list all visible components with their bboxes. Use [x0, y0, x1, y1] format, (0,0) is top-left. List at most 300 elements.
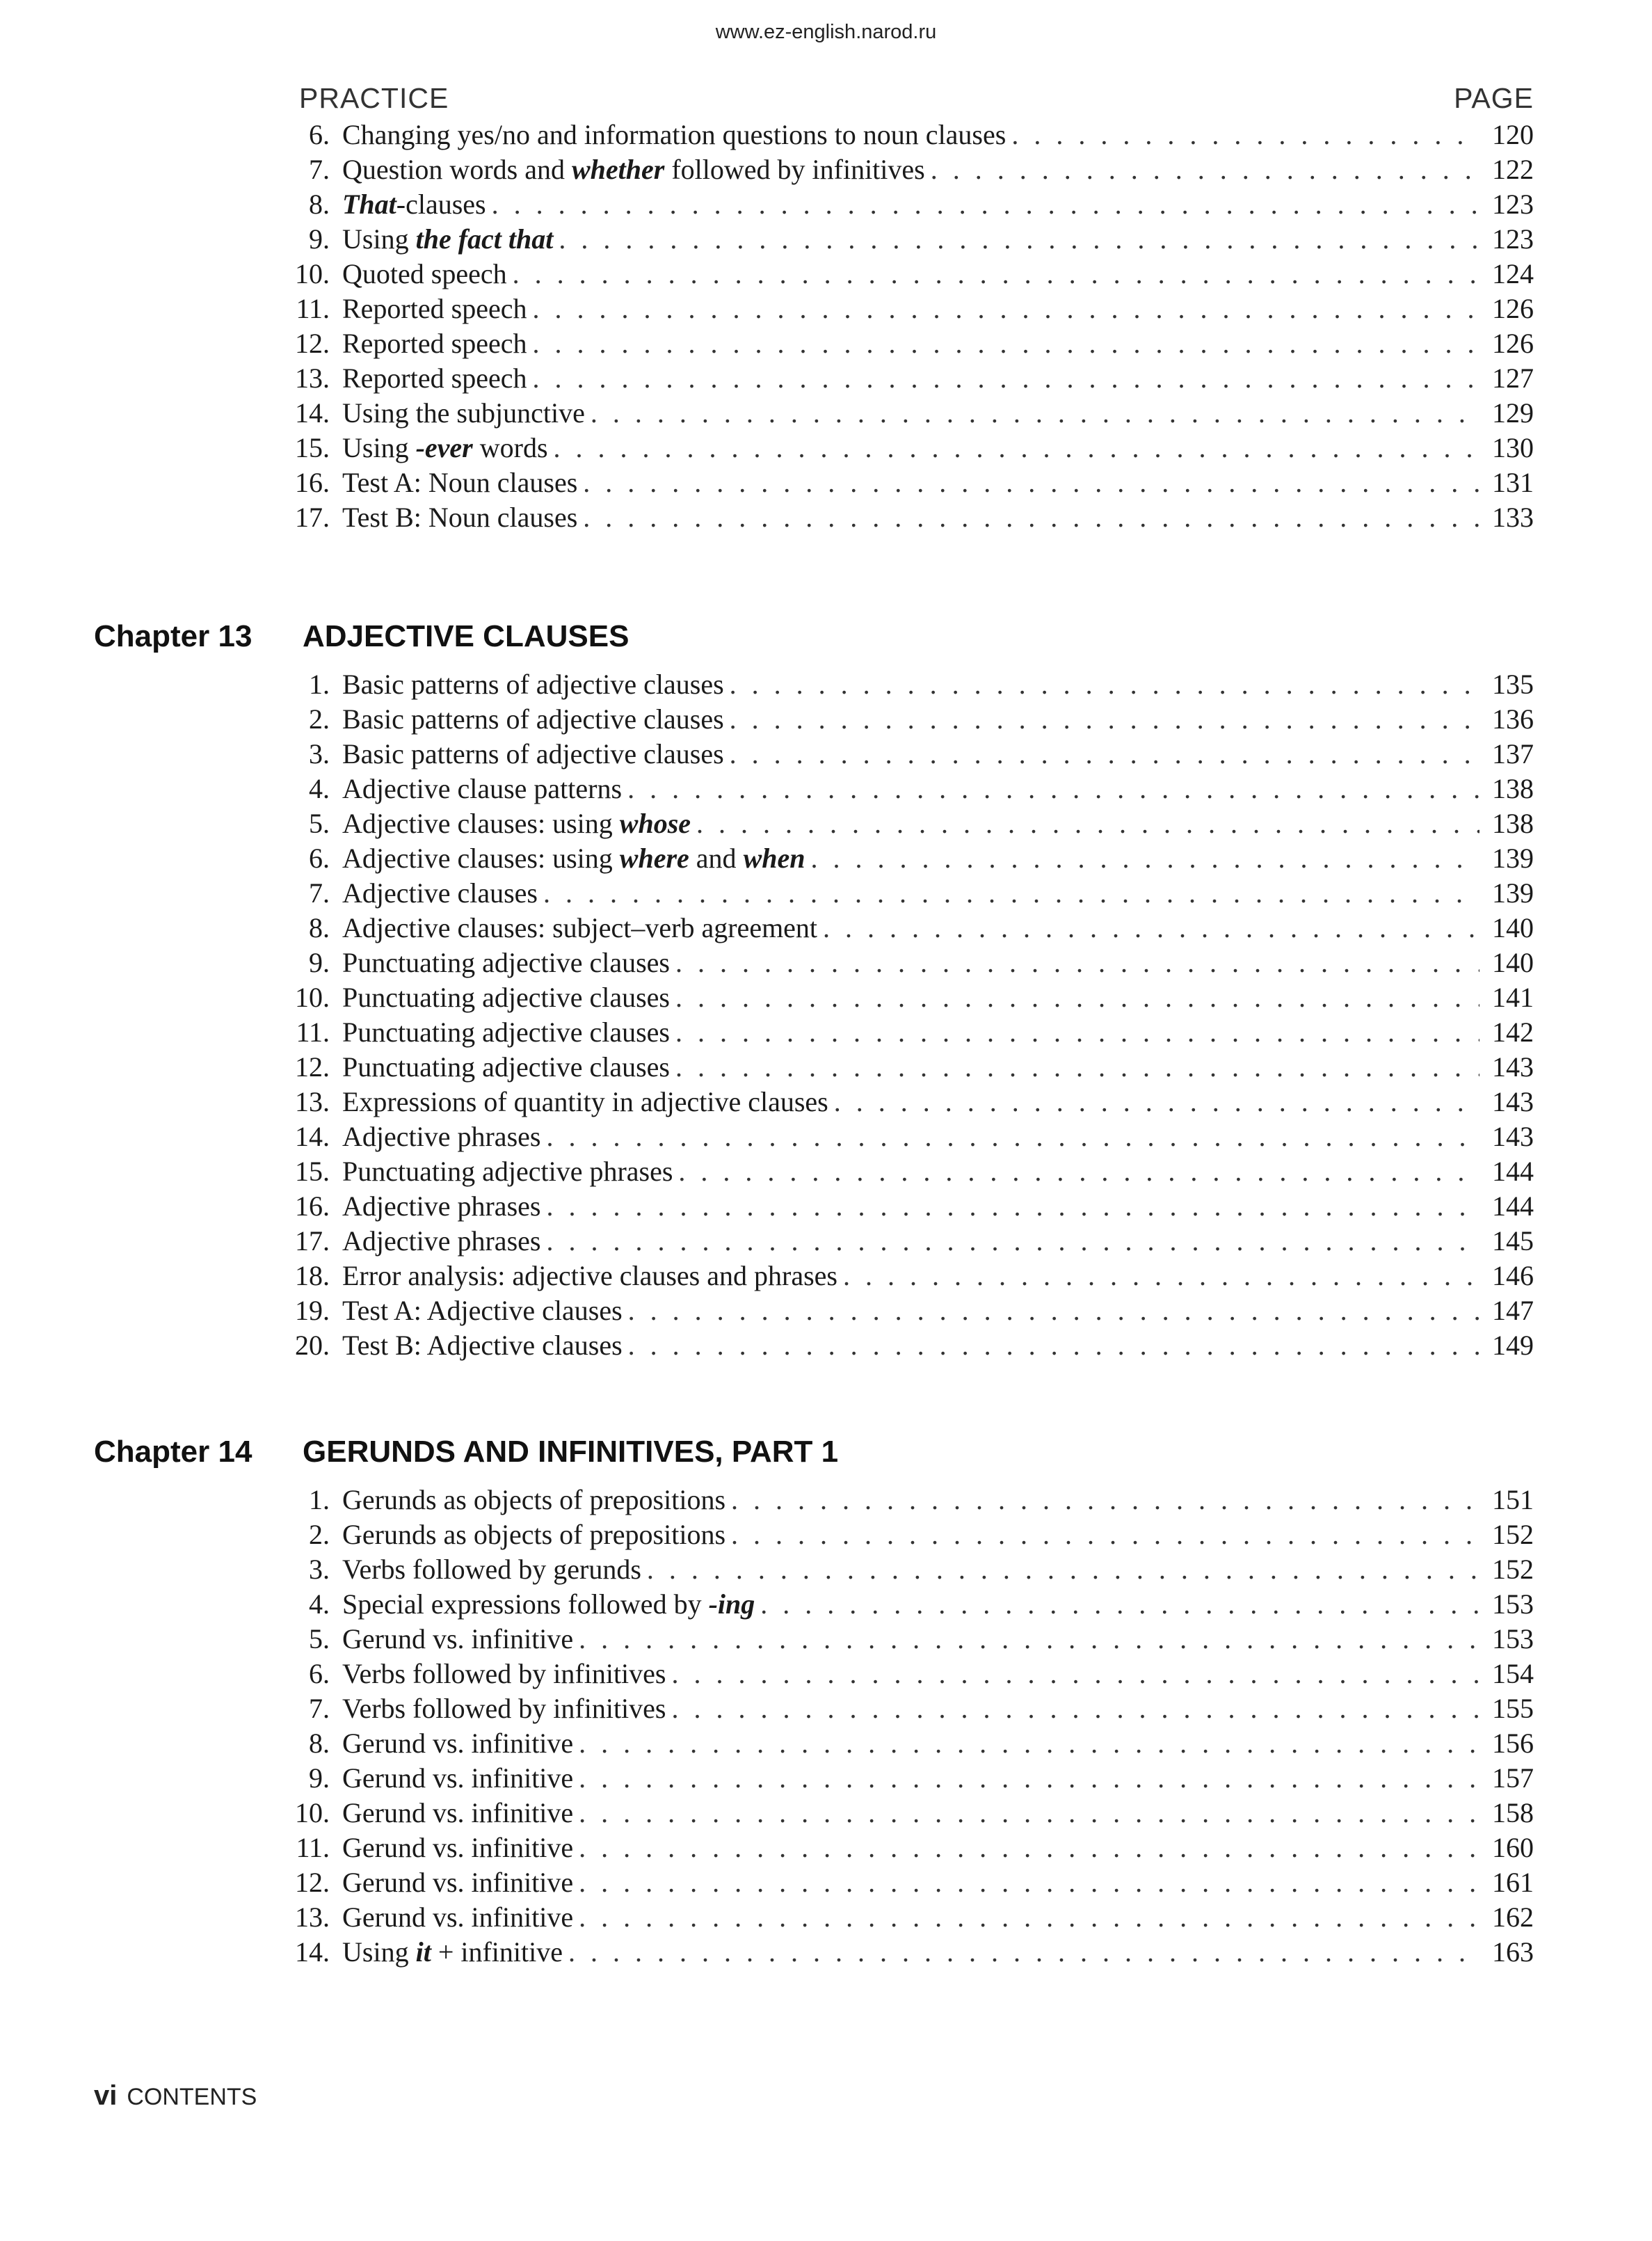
- entry-number: 15.: [295, 432, 330, 463]
- page-footer: [94, 2080, 257, 2112]
- entry-title: [330, 1866, 573, 1899]
- entry-number: 14.: [295, 1936, 330, 1968]
- entry-title-text: Adjective phrases: [342, 1121, 541, 1152]
- entry-page-number: 144: [1492, 1156, 1534, 1187]
- dot-leader: [931, 153, 1479, 186]
- entry-title: [330, 1622, 573, 1655]
- entry-page-number: 138: [1492, 773, 1534, 804]
- entry-page-number: 141: [1492, 982, 1534, 1013]
- toc-entry: [285, 1016, 1534, 1051]
- dot-leader: [583, 466, 1479, 499]
- entry-number: 9.: [309, 1762, 330, 1794]
- dot-leader: [579, 1762, 1479, 1794]
- dot-leader: [546, 1225, 1479, 1257]
- entry-page-number: 157: [1492, 1762, 1534, 1794]
- toc-entry: [285, 1190, 1534, 1225]
- entry-number: 12.: [295, 328, 330, 359]
- toc-entry: [285, 501, 1534, 536]
- entry-title: [330, 327, 527, 360]
- toc-entry: [285, 1657, 1534, 1692]
- entry-title: [330, 257, 507, 290]
- entry-number: 9.: [309, 223, 330, 255]
- toc-entry: [285, 1936, 1534, 1970]
- entry-number: 11.: [296, 1832, 330, 1863]
- entry-number: 5.: [309, 808, 330, 839]
- entry-page-number: 144: [1492, 1190, 1534, 1222]
- entry-number: 1.: [309, 669, 330, 700]
- footer-page-number: vi: [94, 2080, 118, 2111]
- entry-number: 1.: [309, 1484, 330, 1515]
- dot-leader: [730, 737, 1479, 770]
- entry-number: 20.: [295, 1330, 330, 1361]
- dot-leader: [675, 946, 1479, 979]
- entry-title-text: Adjective clauses: using: [342, 808, 620, 839]
- toc-entry: [285, 703, 1534, 737]
- entry-number: 19.: [295, 1295, 330, 1326]
- dot-leader: [546, 1120, 1479, 1153]
- entry-title: [330, 1120, 540, 1153]
- toc-entry: [285, 1866, 1534, 1901]
- toc-entry: [285, 911, 1534, 946]
- entry-title-text: Basic patterns of adjective clauses: [342, 738, 724, 769]
- toc-entry: [285, 1553, 1534, 1588]
- dot-leader: [1011, 118, 1479, 151]
- entry-page-number: 129: [1492, 397, 1534, 429]
- entry-title: [330, 153, 925, 186]
- toc-entry: [285, 1831, 1534, 1866]
- toc-entry: [285, 1762, 1534, 1796]
- dot-leader: [554, 431, 1479, 464]
- entry-title-text: Test B: Adjective clauses: [342, 1330, 623, 1361]
- site-url: www.ez-english.narod.ru: [715, 21, 937, 43]
- entry-number: 4.: [309, 1588, 330, 1620]
- entry-page-number: 152: [1492, 1519, 1534, 1550]
- entry-number: 7.: [309, 1693, 330, 1724]
- entry-title-text: Gerund vs. infinitive: [342, 1867, 574, 1898]
- entry-number: 17.: [295, 1225, 330, 1257]
- practice-column-header: PRACTICE: [299, 82, 449, 114]
- entry-number: 6.: [309, 1658, 330, 1689]
- entry-title-text: Using: [342, 432, 416, 463]
- entry-title-text: Test A: Adjective clauses: [342, 1295, 623, 1326]
- entry-number: 8.: [309, 189, 330, 220]
- entry-number: 9.: [309, 947, 330, 978]
- entry-title-emphasis: it: [415, 1936, 431, 1968]
- toc-entry: [285, 1622, 1534, 1657]
- toc-entry: [285, 397, 1534, 431]
- entry-number: 14.: [295, 397, 330, 429]
- entry-title-text: Special expressions followed by: [342, 1588, 709, 1620]
- entry-number: 16.: [295, 1190, 330, 1222]
- entry-page-number: 130: [1492, 432, 1534, 463]
- toc-entry: [285, 668, 1534, 703]
- entry-title: [330, 1831, 573, 1864]
- entry-title-emphasis: whether: [571, 154, 665, 185]
- entry-page-number: 122: [1492, 154, 1534, 185]
- toc-entry: [285, 1085, 1534, 1120]
- chapter-heading: [94, 619, 629, 661]
- entry-title: [330, 362, 527, 394]
- footer-label: CONTENTS: [127, 2084, 257, 2110]
- entry-page-number: 163: [1492, 1936, 1534, 1968]
- dot-leader: [731, 1518, 1479, 1551]
- entry-title-text: Question words and: [342, 154, 572, 185]
- entry-title: [330, 466, 577, 499]
- entry-title: [330, 911, 817, 944]
- entry-title: [330, 1553, 641, 1586]
- entry-number: 14.: [295, 1121, 330, 1152]
- dot-leader: [579, 1831, 1479, 1864]
- entry-title: [330, 431, 548, 464]
- dot-leader: [559, 223, 1479, 255]
- entry-title: [330, 1483, 725, 1516]
- entry-page-number: 123: [1492, 223, 1534, 255]
- entry-page-number: 137: [1492, 738, 1534, 769]
- entry-page-number: 146: [1492, 1260, 1534, 1291]
- entry-title: [330, 1901, 573, 1933]
- entry-title-text: Gerund vs. infinitive: [342, 1728, 574, 1759]
- toc-entry: [285, 1692, 1534, 1727]
- toc-entry: [285, 1051, 1534, 1085]
- entry-number: 11.: [296, 293, 330, 324]
- entry-title: [330, 668, 724, 701]
- entry-number: 17.: [295, 502, 330, 533]
- entry-page-number: 138: [1492, 808, 1534, 839]
- entry-title-text: Using: [342, 223, 416, 255]
- toc-entry: [285, 1259, 1534, 1294]
- entry-title: [330, 223, 553, 255]
- entry-title-text: Changing yes/no and information questions to noun clauses: [342, 119, 1007, 150]
- toc-entry: [285, 292, 1534, 327]
- entry-title-text: Gerund vs. infinitive: [342, 1901, 574, 1933]
- dot-leader: [675, 1051, 1479, 1083]
- toc-entry: [285, 807, 1534, 842]
- entry-title: [330, 1016, 670, 1048]
- entry-title-text: Adjective clause patterns: [342, 773, 623, 804]
- entry-title: [330, 1329, 623, 1362]
- entry-number: 2.: [309, 1519, 330, 1550]
- entry-page-number: 156: [1492, 1728, 1534, 1759]
- dot-leader: [591, 397, 1479, 429]
- entry-title: [330, 1692, 666, 1725]
- dot-leader: [730, 668, 1479, 701]
- entry-title-emphasis: the fact that: [415, 223, 554, 255]
- entry-title: [330, 807, 691, 840]
- entry-number: 8.: [309, 912, 330, 943]
- entry-title-text: Adjective phrases: [342, 1225, 541, 1257]
- dot-leader: [579, 1796, 1479, 1829]
- entry-title: [330, 397, 585, 429]
- entry-title: [330, 946, 670, 979]
- dot-leader: [583, 501, 1479, 534]
- entry-title: [330, 1762, 573, 1794]
- entry-page-number: 143: [1492, 1086, 1534, 1117]
- entry-number: 7.: [309, 154, 330, 185]
- entry-page-number: 140: [1492, 912, 1534, 943]
- entry-title-text: Reported speech: [342, 293, 527, 324]
- entry-title-text: Gerunds as objects of prepositions: [342, 1484, 726, 1515]
- entry-title-text: Using the subjunctive: [342, 397, 585, 429]
- entry-page-number: 152: [1492, 1554, 1534, 1585]
- entry-page-number: 124: [1492, 258, 1534, 289]
- toc-entry: [285, 737, 1534, 772]
- toc-entry: [285, 1588, 1534, 1622]
- toc-entry: [285, 362, 1534, 397]
- entry-title-text: -clauses: [396, 189, 486, 220]
- entry-page-number: 161: [1492, 1867, 1534, 1898]
- entry-title-emphasis: where: [619, 843, 689, 874]
- toc-entry: [285, 1483, 1534, 1518]
- toc-entry: [285, 118, 1534, 153]
- dot-leader: [628, 1329, 1479, 1362]
- entry-title: [330, 1657, 666, 1690]
- dot-leader: [513, 257, 1479, 290]
- chapter-heading: [94, 1435, 839, 1476]
- page-column-header: PAGE: [1454, 82, 1534, 114]
- dot-leader: [579, 1727, 1479, 1760]
- entry-title-text: Adjective phrases: [342, 1190, 541, 1222]
- entry-number: 10.: [295, 258, 330, 289]
- entry-number: 3.: [309, 1554, 330, 1585]
- entry-title: [330, 501, 577, 534]
- entry-title-emphasis: when: [743, 843, 805, 874]
- toc-entry: [285, 223, 1534, 257]
- entry-title-text: Gerund vs. infinitive: [342, 1762, 574, 1794]
- entry-title-text: Test A: Noun clauses: [342, 467, 578, 498]
- chapter-title: ADJECTIVE CLAUSES: [303, 619, 629, 653]
- entry-title-text: Punctuating adjective phrases: [342, 1156, 673, 1187]
- dot-leader: [675, 981, 1479, 1014]
- dot-leader: [532, 327, 1479, 360]
- entry-page-number: 139: [1492, 843, 1534, 874]
- chapter-number: Chapter 14: [94, 1435, 252, 1469]
- toc-entry: [285, 1329, 1534, 1364]
- toc-entry: [285, 466, 1534, 501]
- entry-title-text: Adjective clauses: [342, 877, 538, 909]
- entry-page-number: 162: [1492, 1901, 1534, 1933]
- entry-page-number: 123: [1492, 189, 1534, 220]
- dot-leader: [678, 1155, 1479, 1188]
- entry-title-text: Quoted speech: [342, 258, 507, 289]
- entry-title-text: words: [472, 432, 548, 463]
- entry-title-emphasis: whose: [619, 808, 691, 839]
- toc-entry: [285, 1796, 1534, 1831]
- chapter-title: GERUNDS AND INFINITIVES, PART 1: [303, 1435, 839, 1469]
- entry-title: [330, 1259, 837, 1292]
- entry-title: [330, 1294, 623, 1327]
- toc-entry: [285, 327, 1534, 362]
- entry-number: 7.: [309, 877, 330, 909]
- dot-leader: [823, 911, 1479, 944]
- entry-page-number: 126: [1492, 293, 1534, 324]
- toc-entry: [285, 877, 1534, 911]
- entry-title-text: Basic patterns of adjective clauses: [342, 703, 724, 735]
- entry-title-text: Reported speech: [342, 362, 527, 394]
- entry-number: 18.: [295, 1260, 330, 1291]
- entry-number: 4.: [309, 773, 330, 804]
- entry-number: 12.: [295, 1051, 330, 1083]
- entry-page-number: 149: [1492, 1330, 1534, 1361]
- entry-title-text: Adjective clauses: using: [342, 843, 620, 874]
- entry-page-number: 126: [1492, 328, 1534, 359]
- entry-title-text: Reported speech: [342, 328, 527, 359]
- entry-title: [330, 1796, 573, 1829]
- entry-title: [330, 1936, 563, 1968]
- entry-page-number: 142: [1492, 1016, 1534, 1048]
- entry-title-text: Verbs followed by gerunds: [342, 1554, 641, 1585]
- entry-title-text: Basic patterns of adjective clauses: [342, 669, 724, 700]
- entry-title-text: Adjective clauses: subject–verb agreement: [342, 912, 818, 943]
- toc-entry: [285, 431, 1534, 466]
- dot-leader: [811, 842, 1480, 875]
- entry-page-number: 143: [1492, 1121, 1534, 1152]
- entry-title-text: Punctuating adjective clauses: [342, 947, 670, 978]
- dot-leader: [730, 703, 1479, 735]
- entry-title: [330, 292, 527, 325]
- entry-page-number: 133: [1492, 502, 1534, 533]
- dot-leader: [760, 1588, 1479, 1620]
- entry-title-text: Punctuating adjective clauses: [342, 1016, 670, 1048]
- entry-title: [330, 842, 805, 875]
- entry-title: [330, 188, 486, 221]
- entry-number: 6.: [309, 119, 330, 150]
- entry-number: 11.: [296, 1016, 330, 1048]
- entry-title: [330, 703, 724, 735]
- entry-title-text: Using: [342, 1936, 416, 1968]
- entry-page-number: 127: [1492, 362, 1534, 394]
- dot-leader: [834, 1085, 1479, 1118]
- dot-leader: [492, 188, 1479, 221]
- entry-number: 6.: [309, 843, 330, 874]
- dot-leader: [579, 1622, 1479, 1655]
- entry-title: [330, 1190, 540, 1222]
- entry-title: [330, 1155, 673, 1188]
- toc-entry: [285, 772, 1534, 807]
- toc-entry: [285, 1120, 1534, 1155]
- dot-leader: [672, 1692, 1480, 1725]
- entry-title-text: + infinitive: [431, 1936, 563, 1968]
- entry-title-emphasis: -ing: [708, 1588, 755, 1620]
- toc-entry: [285, 153, 1534, 188]
- entry-number: 13.: [295, 1901, 330, 1933]
- entry-number: 13.: [295, 1086, 330, 1117]
- entry-page-number: 136: [1492, 703, 1534, 735]
- toc-entry: [285, 946, 1534, 981]
- entry-title-text: Expressions of quantity in adjective clauses: [342, 1086, 828, 1117]
- toc-entry: [285, 1901, 1534, 1936]
- dot-leader: [731, 1483, 1479, 1516]
- entry-title-emphasis: -ever: [415, 432, 473, 463]
- dot-leader: [532, 292, 1479, 325]
- entry-page-number: 151: [1492, 1484, 1534, 1515]
- entry-page-number: 145: [1492, 1225, 1534, 1257]
- entry-title-text: and: [689, 843, 744, 874]
- entry-title-text: followed by infinitives: [664, 154, 925, 185]
- entry-title: [330, 877, 538, 909]
- dot-leader: [843, 1259, 1479, 1292]
- entry-page-number: 143: [1492, 1051, 1534, 1083]
- entry-page-number: 160: [1492, 1832, 1534, 1863]
- entry-page-number: 120: [1492, 119, 1534, 150]
- dot-leader: [696, 807, 1479, 840]
- entry-number: 8.: [309, 1728, 330, 1759]
- toc-entry: [285, 1294, 1534, 1329]
- dot-leader: [627, 772, 1479, 805]
- entry-title-text: Gerund vs. infinitive: [342, 1623, 574, 1654]
- entry-title: [330, 1085, 828, 1118]
- entry-page-number: 155: [1492, 1693, 1534, 1724]
- entry-number: 13.: [295, 362, 330, 394]
- dot-leader: [546, 1190, 1479, 1222]
- dot-leader: [675, 1016, 1479, 1048]
- entry-page-number: 153: [1492, 1588, 1534, 1620]
- toc-entry: [285, 981, 1534, 1016]
- entry-title: [330, 1588, 755, 1620]
- entry-title-text: Gerunds as objects of prepositions: [342, 1519, 726, 1550]
- entry-title-text: Punctuating adjective clauses: [342, 1051, 670, 1083]
- entry-number: 3.: [309, 738, 330, 769]
- toc-entry: [285, 1518, 1534, 1553]
- entry-number: 15.: [295, 1156, 330, 1187]
- entry-title-text: Gerund vs. infinitive: [342, 1797, 574, 1828]
- dot-leader: [532, 362, 1479, 394]
- entry-title: [330, 772, 622, 805]
- entry-page-number: 131: [1492, 467, 1534, 498]
- entry-title-text: Punctuating adjective clauses: [342, 982, 670, 1013]
- entry-title: [330, 1518, 725, 1551]
- entry-number: 2.: [309, 703, 330, 735]
- entry-page-number: 153: [1492, 1623, 1534, 1654]
- entry-page-number: 135: [1492, 669, 1534, 700]
- toc-entry: [285, 842, 1534, 877]
- entry-number: 12.: [295, 1867, 330, 1898]
- dot-leader: [672, 1657, 1480, 1690]
- entry-page-number: 140: [1492, 947, 1534, 978]
- chapter-number: Chapter 13: [94, 619, 252, 653]
- entry-number: 16.: [295, 467, 330, 498]
- entry-number: 10.: [295, 982, 330, 1013]
- entry-page-number: 147: [1492, 1295, 1534, 1326]
- entry-title: [330, 981, 670, 1014]
- entry-title-text: Verbs followed by infinitives: [342, 1658, 666, 1689]
- toc-entry: [285, 1155, 1534, 1190]
- entry-title-text: Verbs followed by infinitives: [342, 1693, 666, 1724]
- entry-page-number: 158: [1492, 1797, 1534, 1828]
- entry-title-text: Error analysis: adjective clauses and phrases: [342, 1260, 837, 1291]
- entry-title: [330, 1727, 573, 1760]
- entry-title: [330, 737, 724, 770]
- dot-leader: [579, 1901, 1479, 1933]
- entry-page-number: 139: [1492, 877, 1534, 909]
- dot-leader: [543, 877, 1479, 909]
- dot-leader: [579, 1866, 1479, 1899]
- toc-entry: [285, 188, 1534, 223]
- entry-number: 5.: [309, 1623, 330, 1654]
- entry-title: [330, 1051, 670, 1083]
- toc-entry: [285, 257, 1534, 292]
- entry-title: [330, 1225, 540, 1257]
- dot-leader: [628, 1294, 1479, 1327]
- entry-number: 10.: [295, 1797, 330, 1828]
- entry-title-text: Gerund vs. infinitive: [342, 1832, 574, 1863]
- toc-entry: [285, 1225, 1534, 1259]
- entry-title-text: Test B: Noun clauses: [342, 502, 578, 533]
- entry-title-emphasis: That: [342, 189, 396, 220]
- dot-leader: [568, 1936, 1479, 1968]
- dot-leader: [647, 1553, 1479, 1586]
- entry-title: [330, 118, 1006, 151]
- toc-entry: [285, 1727, 1534, 1762]
